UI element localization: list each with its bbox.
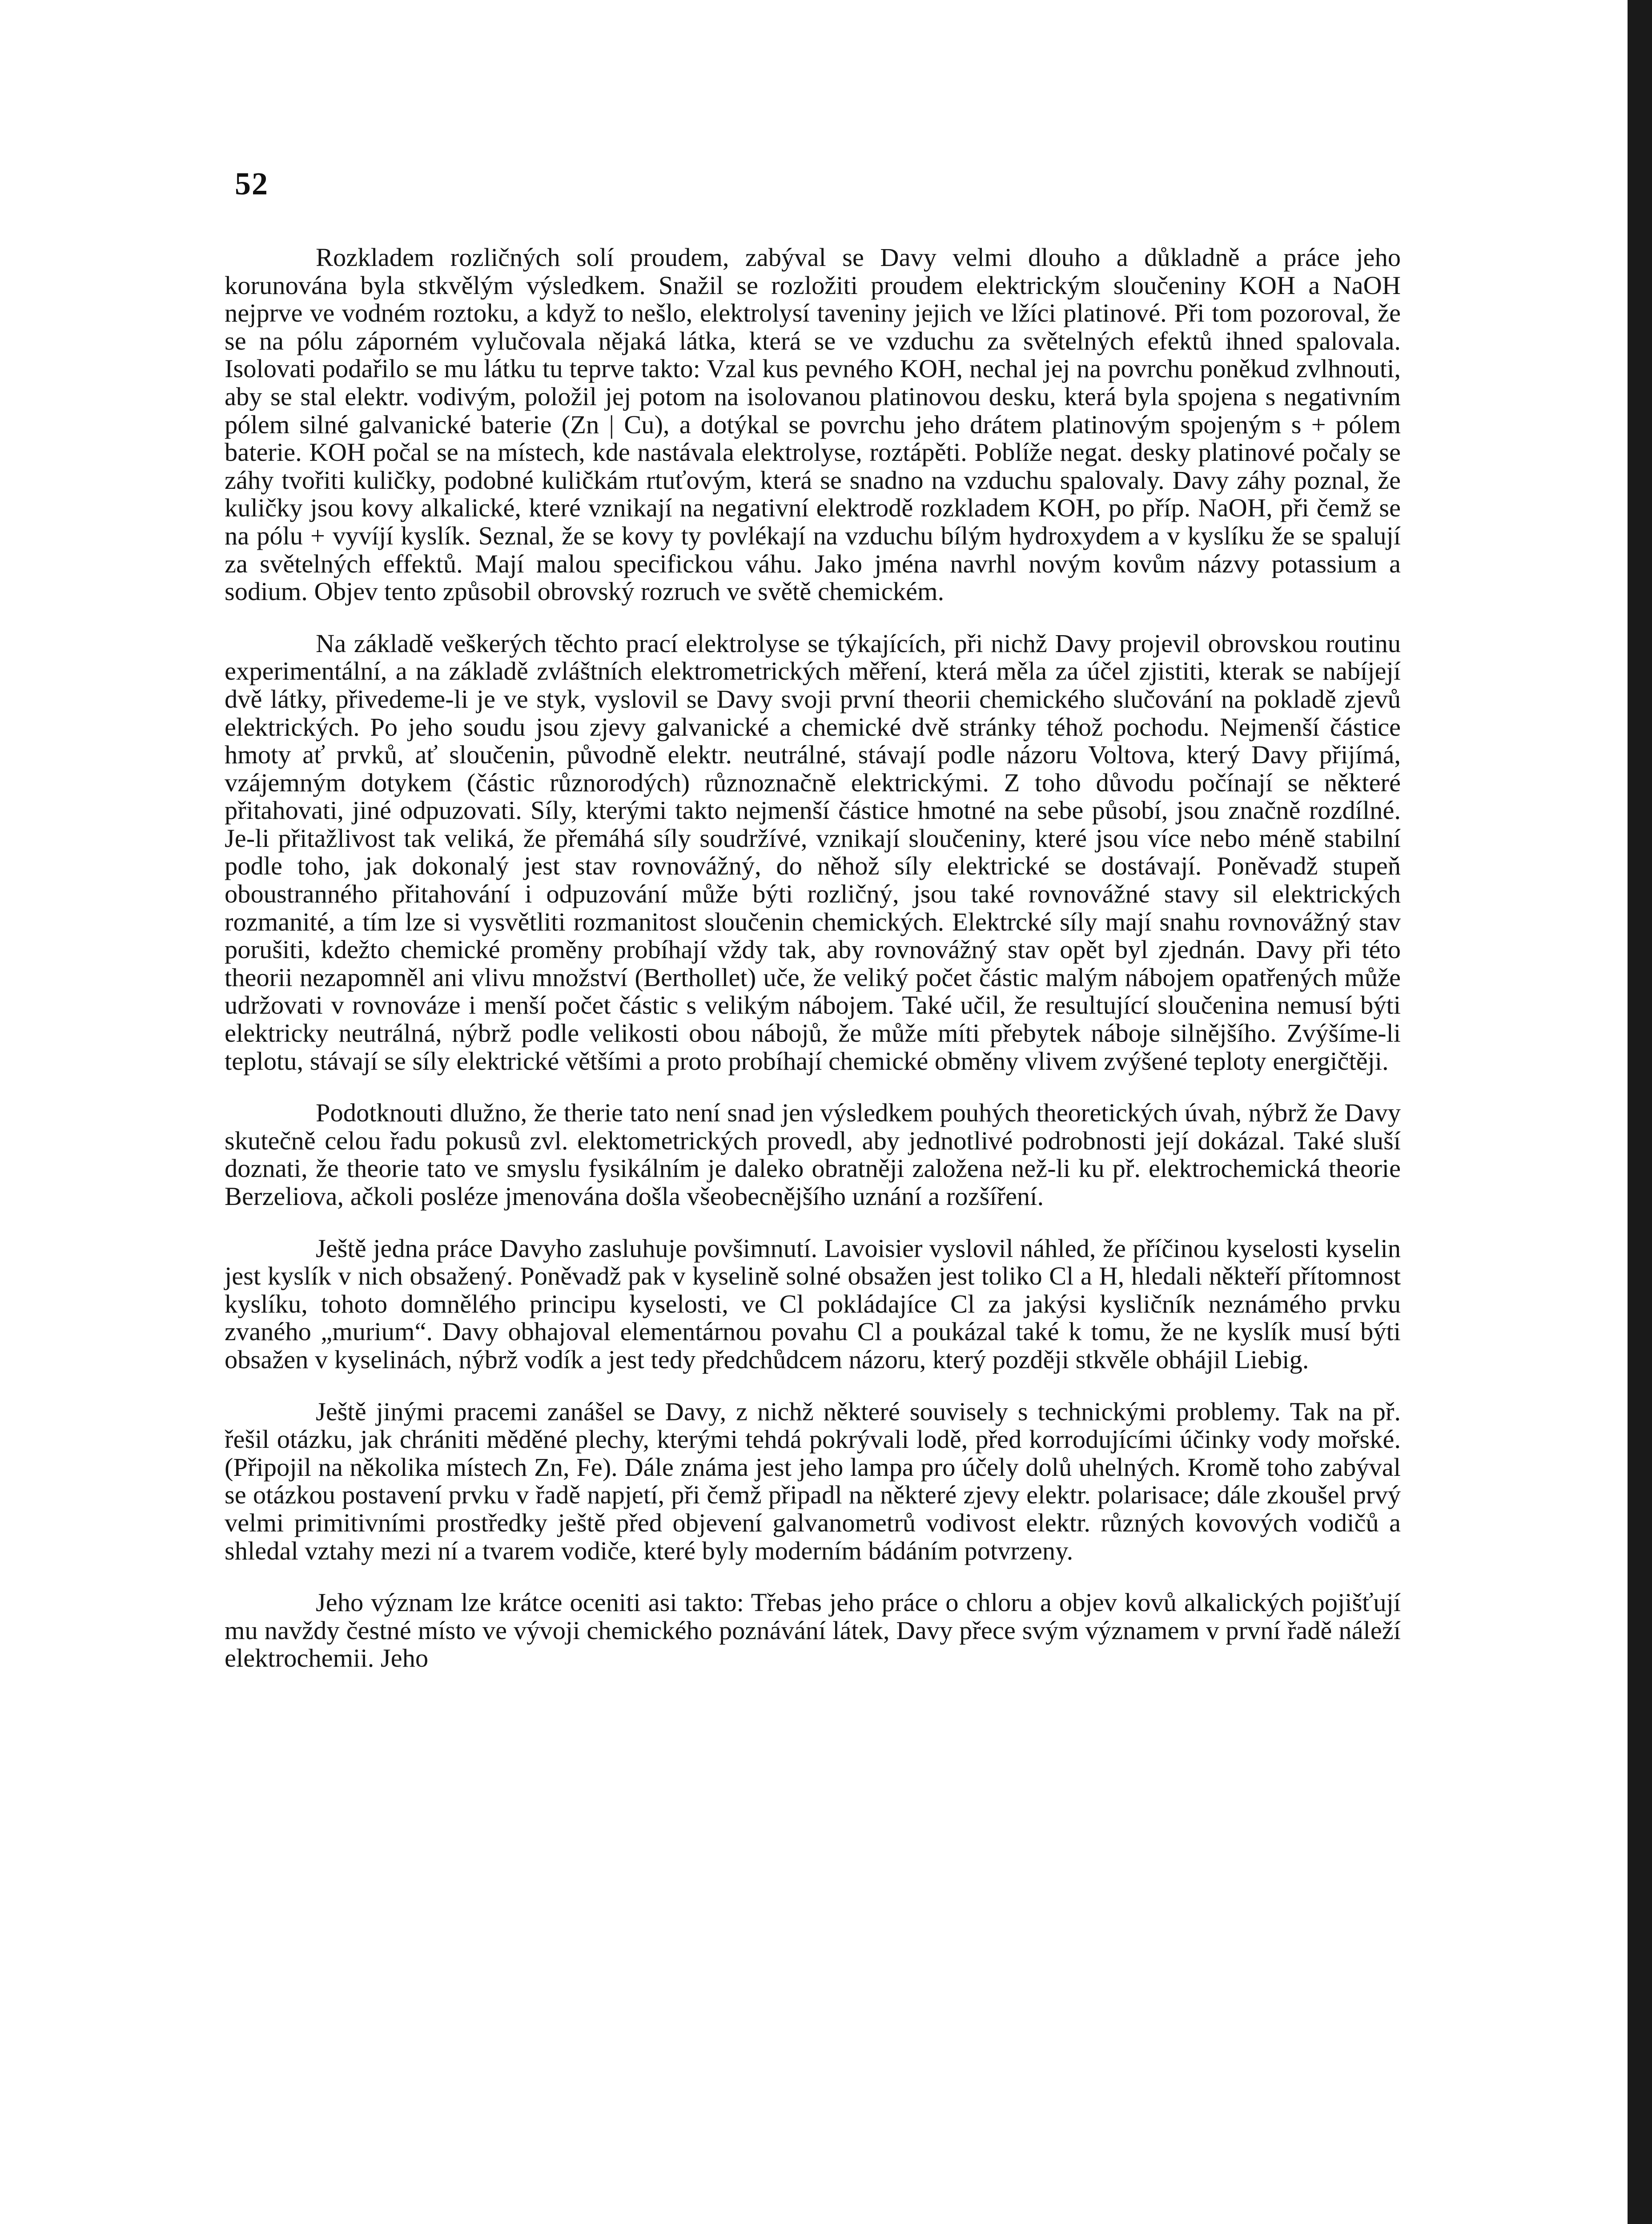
paragraph-davy-alkali-metals: Rozkladem rozličných solí proudem, zabýval se Davy velmi dlouho a důkladně a práce jeho korunována byla stkvělým výsledkem. Snažil se rozložiti proudem elektrickým sloučeniny KOH a NaOH nejprve ve vodném roztoku, a když to nešlo, elektrolysí taveniny jejich ve lžíci platinové. Při tom pozoroval, že se na pólu záporném vylučovala nějaká látka, která se ve vzduchu za světelných efektů ihned spalovala. Isolovati podařilo se mu látku tu teprve takto: Vzal kus pevného KOH, nechal jej na povrchu poněkud zvlhnouti, aby se stal elektr. vodivým, položil jej potom na isolovanou platinovou desku, která byla spojena s negativním pólem silné galvanické baterie (Zn | Cu), a dotýkal se povrchu jeho drátem platinovým spojeným s + pólem baterie. KOH počal se na místech, kde nastávala elektrolyse, roztápěti. Poblíže negat. desky platinové počaly se záhy tvořiti kuličky, podobné kuličkám rtuťovým, která se snadno na vzduchu spalovaly. Davy záhy poznal, že kuličky jsou kovy alkalické, které vznikají na negativní elektrodě rozkladem KOH, po příp. NaOH, při čemž se na pólu + vyvíjí kyslík. Seznal, že se kovy ty povlékají na vzduchu bílým hydroxydem a v kyslíku že se spalují za světelných effektů. Mají malou specifickou váhu. Jako jména navrhl novým kovům názvy potassium a sodium. Objev tento způsobil obrovský rozruch ve světě chemickém.	[225, 243, 1401, 606]
paragraph-theory-experiments: Podotknouti dlužno, že therie tato není snad jen výsledkem pouhých theoretických úvah, nýbrž že Davy skutečně celou řadu pokusů zvl. elektometrických provedl, aby jednotlivé podrobnosti její dokázal. Také sluší doznati, že theorie tato ve smyslu fysikálním je daleko obratněji založena než-li ku př. elektrochemická theorie Berzeliova, ačkoli posléze jmenována došla všeobecnějšího uznání a rozšíření.	[225, 1098, 1401, 1211]
paragraph-technical-problems: Ještě jinými pracemi zanášel se Davy, z nichž některé souvisely s technickými problemy. Tak na př. řešil otázku, jak chrániti měděné plechy, kterými tehdá pokrývali lodě, před korrodujícími účinky vody mořské. (Připojil na několika místech Zn, Fe). Dále známa jest jeho lampa pro účely dolů uhelných. Kromě toho zabýval se otázkou postavení prvku v řadě napjetí, při čemž připadl na některé zjevy elektr. polarisace; dále zkoušel prvý velmi primitivními prostředky ještě před objevení galvanometrů vodivost elektr. různých kovových vodičů a shledal vztahy mezi ní a tvarem vodiče, které byly moderním bádáním potvrzeny.	[225, 1397, 1401, 1565]
page-edge-shadow	[1628, 0, 1652, 2224]
paragraph-chlorine-acidity: Ještě jedna práce Davyho zasluhuje povšimnutí. Lavoisier vyslovil náhled, že příčinou kyselosti kyselin jest kyslík v nich obsažený. Poněvadž pak v kyselině solné obsažen jest toliko Cl a H, hledali někteří přítomnost kyslíku, tohoto domnělého principu kyselosti, ve Cl pokládajíce Cl za jakýsi kysličník neznámého prvku zvaného „murium“. Davy obhajoval elementárnou povahu Cl a poukázal také k tomu, že ne kyslík musí býti obsažen v kyselinách, nýbrž vodík a jest tedy předchůdcem názoru, který později stkvěle obhájil Liebig.	[225, 1233, 1401, 1374]
page-number: 52	[235, 166, 269, 201]
paragraph-electrochemical-theory: Na základě veškerých těchto prací elektrolyse se týkajících, při nichž Davy projevil obrovskou routinu experimentální, a na základě zvláštních elektrometrických měření, která měla za účel zjistiti, kterak se nabíjejí dvě látky, přivedeme-li je ve styk, vyslovil se Davy svoji první theorii chemického slučování na pokladě zjevů elektrických. Po jeho soudu jsou zjevy galvanické a chemické dvě stránky téhož pochodu. Nejmenší částice hmoty ať prvků, ať sloučenin, původně elektr. neutrálné, stávají podle názoru Voltova, který Davy přijímá, vzájemným dotykem (částic různorodých) různoznačně elektrickými. Z toho důvodu počínají se některé přitahovati, jiné odpuzovati. Síly, kterými takto nejmenší částice hmotné na sebe působí, jsou značně rozdílné. Je-li přitažlivost tak veliká, že přemáhá síly soudržívé, vznikají sloučeniny, které jsou více nebo méně stabilní podle toho, jak dokonalý jest stav rovnovážný, do něhož síly elektrické se dostávají. Poněvadž stupeň oboustranného přitahování i odpuzování může býti rozličný, jsou také rovnovážné stavy sil elektrických rozmanité, a tím lze si vysvětliti rozmanitost sloučenin chemických. Elektrcké síly mají snahu rovnovážný stav porušiti, kdežto chemické proměny probíhají vždy tak, aby rovnovážný stav opět byl zjednán. Davy při této theorii nezapomněl ani vlivu množství (Berthollet) uče, že veliký počet částic malým nábojem opatřených může udržovati v rovnováze i menší počet částic s velikým nábojem. Také učil, že resultující sloučenina nemusí býti elektricky neutrálná, nýbrž podle velikosti obou nábojů, že může míti přebytek náboje silnějšího. Zvýšíme-li teplotu, stávají se síly elektrické většími a proto probíhají chemické obměny vlivem zvýšené teploty energičtěji.	[225, 629, 1401, 1076]
body-text	[225, 244, 1401, 1672]
paragraph-significance: Jeho význam lze krátce oceniti asi takto: Třebas jeho práce o chloru a objev kovů alkalických pojišťují mu navždy čestné místo ve vývoji chemického poznávání látek, Davy přece svým významem v první řadě náleží elektrochemii. Jeho	[225, 1588, 1401, 1673]
